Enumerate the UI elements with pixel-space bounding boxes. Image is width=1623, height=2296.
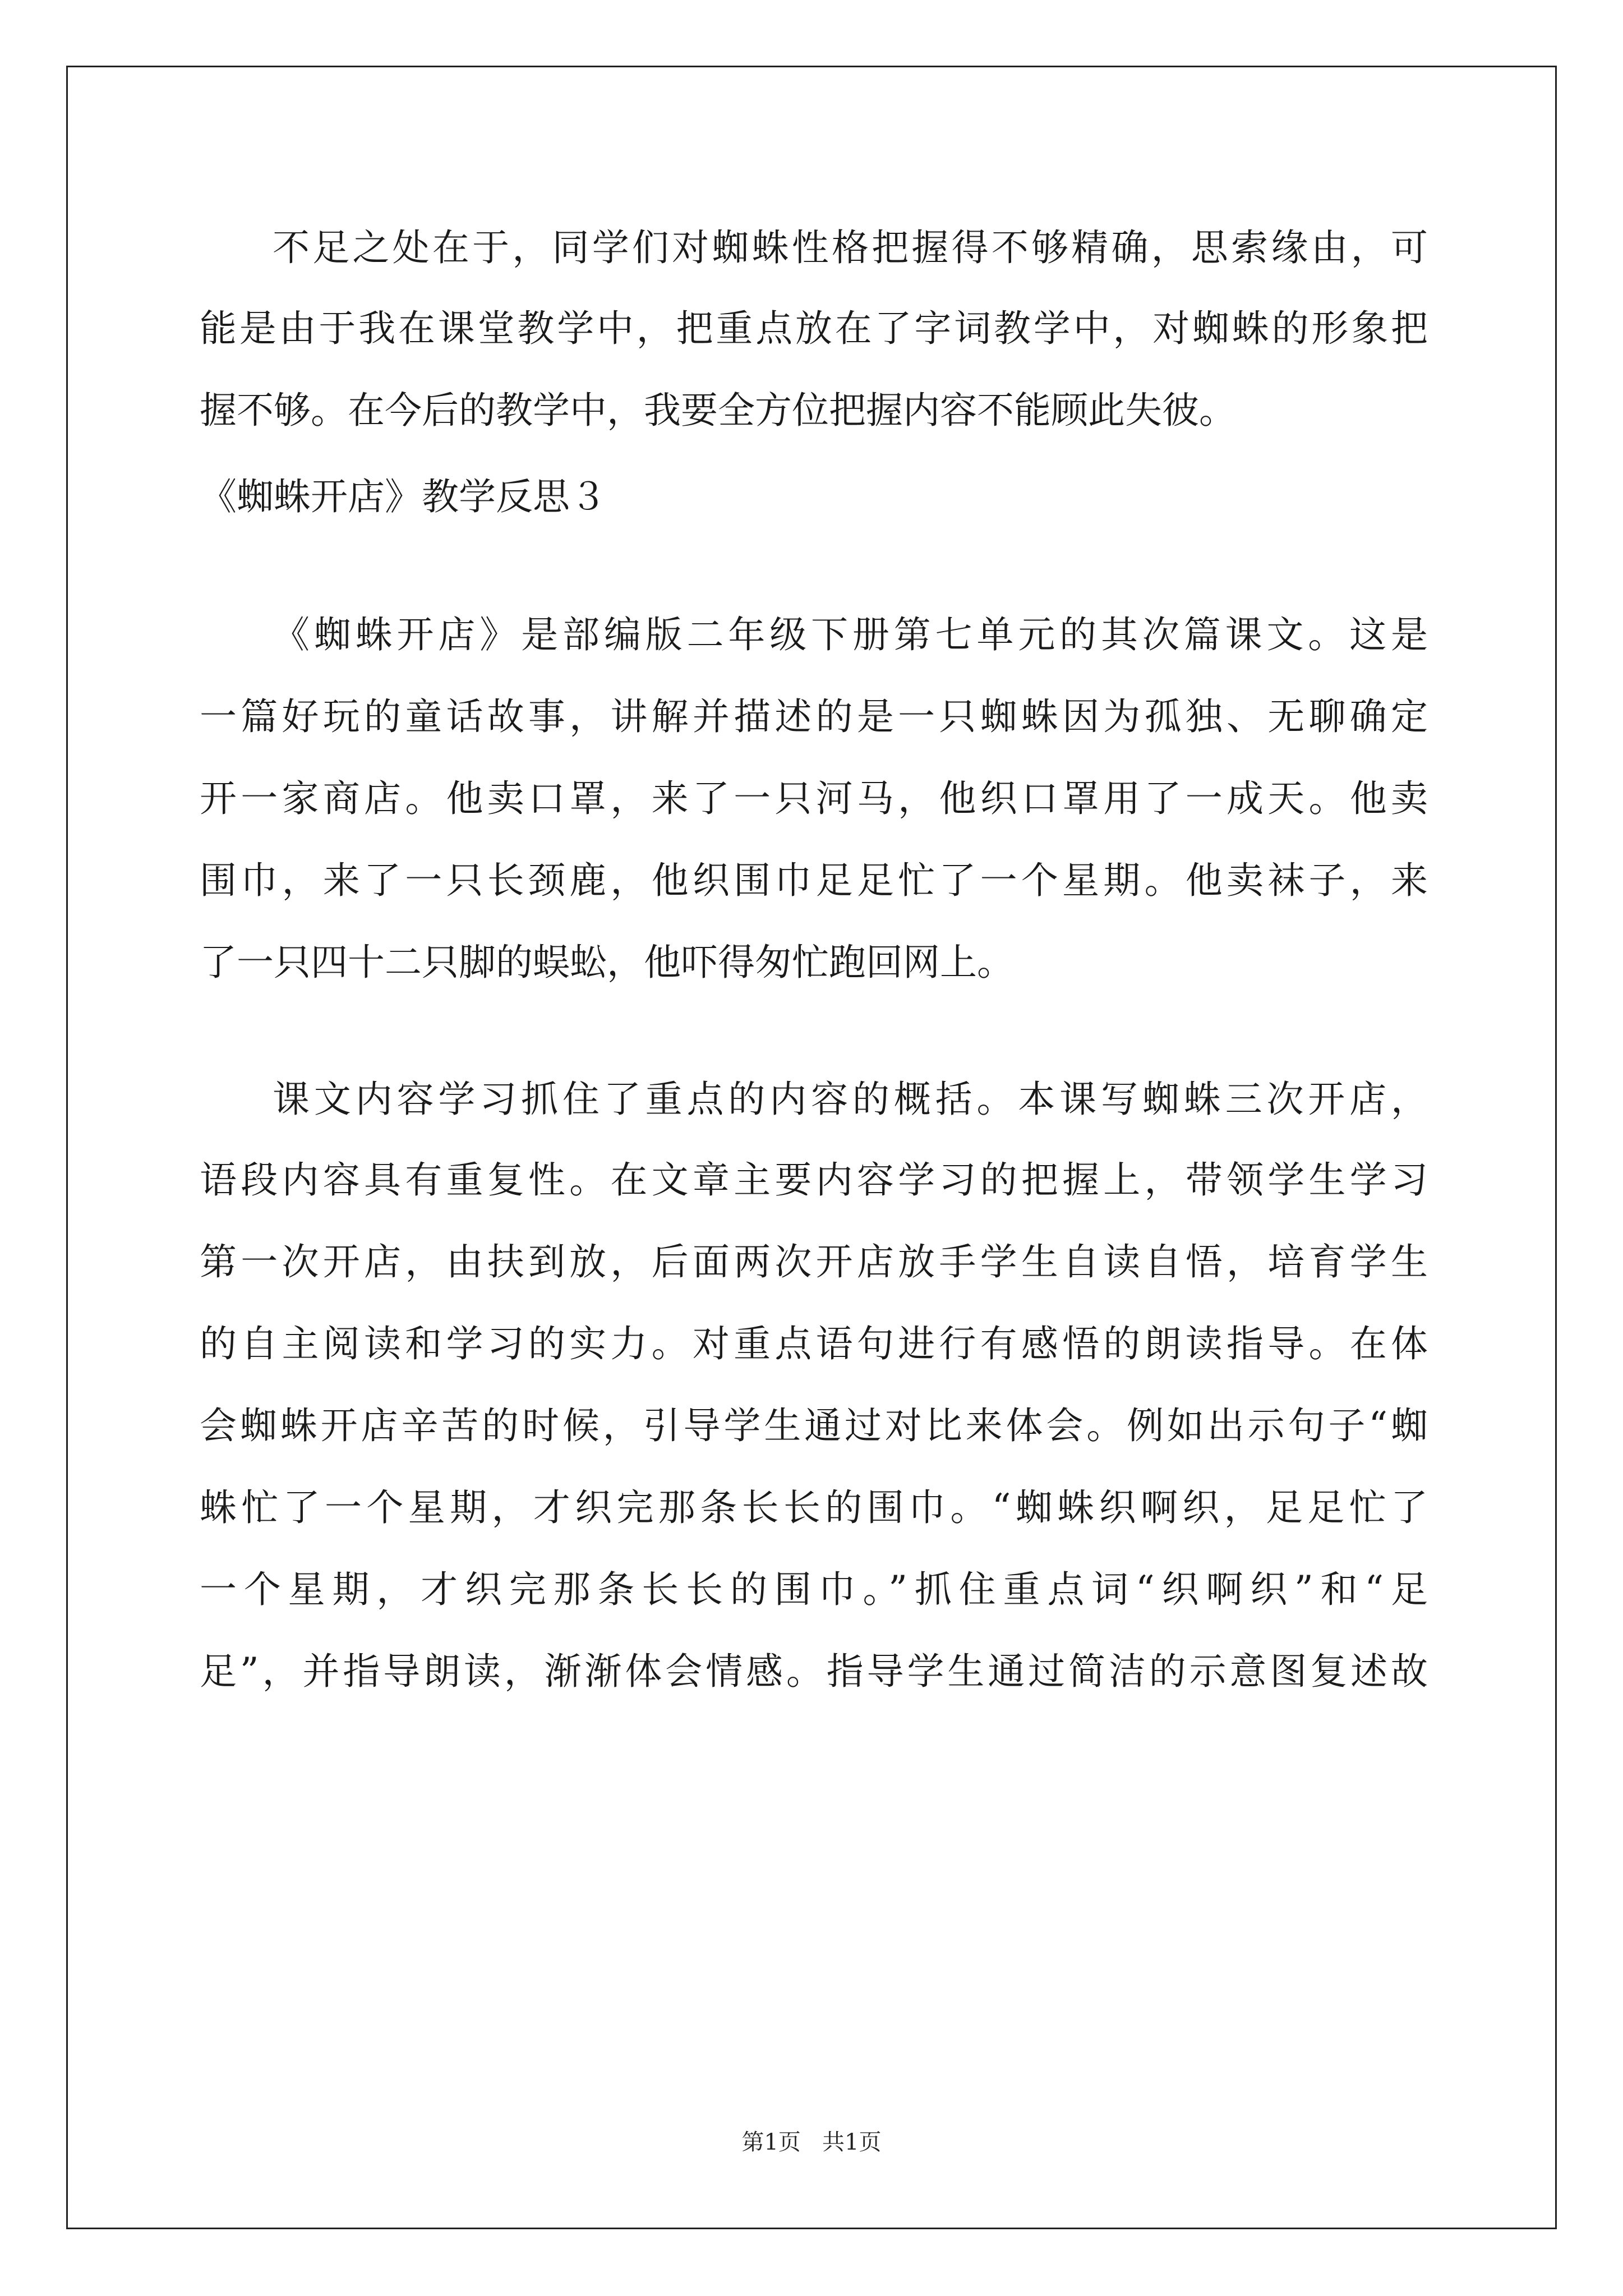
paragraph-3-line-6: 蛛忙了一个星期，才织完那条长长的围巾。“蜘蛛织啊织，足足忙了 — [200, 1486, 1428, 1529]
paragraph-2-line-2: 一篇好玩的童话故事，讲解并描述的是一只蜘蛛因为孤独、无聊确定 — [200, 695, 1428, 738]
paragraph-3-line-8: 足”，并指导朗读，渐渐体会情感。指导学生通过简洁的示意图复述故 — [200, 1650, 1428, 1693]
paragraph-3-line-5: 会蜘蛛开店辛苦的时候，引导学生通过对比来体会。例如出示句子“蜘 — [200, 1404, 1428, 1447]
paragraph-2-line-1: 《蜘蛛开店》是部编版二年级下册第七单元的其次篇课文。这是 — [273, 613, 1428, 656]
paragraph-2-line-5: 了一只四十二只脚的蜈蚣，他吓得匆忙跑回网上。 — [200, 941, 1014, 984]
paragraph-2-line-3: 开一家商店。他卖口罩，来了一只河马，他织口罩用了一成天。他卖 — [200, 777, 1428, 820]
paragraph-2-line-4: 围巾，来了一只长颈鹿，他织围巾足足忙了一个星期。他卖袜子，来 — [200, 859, 1428, 902]
paragraph-1-line-1: 不足之处在于，同学们对蜘蛛性格把握得不够精确，思索缘由，可 — [273, 226, 1428, 269]
section-heading: 《蜘蛛开店》教学反思３ — [200, 475, 607, 518]
paragraph-3-line-1: 课文内容学习抓住了重点的内容的概括。本课写蜘蛛三次开店， — [273, 1078, 1428, 1121]
paragraph-3-line-4: 的自主阅读和学习的实力。对重点语句进行有感悟的朗读指导。在体 — [200, 1322, 1428, 1365]
paragraph-1-line-3: 握不够。在今后的教学中，我要全方位把握内容不能顾此失彼。 — [200, 389, 1236, 432]
paragraph-3-line-3: 第一次开店，由扶到放，后面两次开店放手学生自读自悟，培育学生 — [200, 1240, 1428, 1283]
paragraph-3-line-7: 一个星期，才织完那条长长的围巾。”抓住重点词“织啊织”和“足 — [200, 1568, 1428, 1611]
paragraph-1-line-2: 能是由于我在课堂教学中，把重点放在了字词教学中，对蜘蛛的形象把 — [200, 307, 1428, 350]
page-footer: 第1页 共1页 — [741, 2129, 882, 2155]
paragraph-3-line-2: 语段内容具有重复性。在文章主要内容学习的把握上，带领学生学习 — [200, 1158, 1428, 1202]
